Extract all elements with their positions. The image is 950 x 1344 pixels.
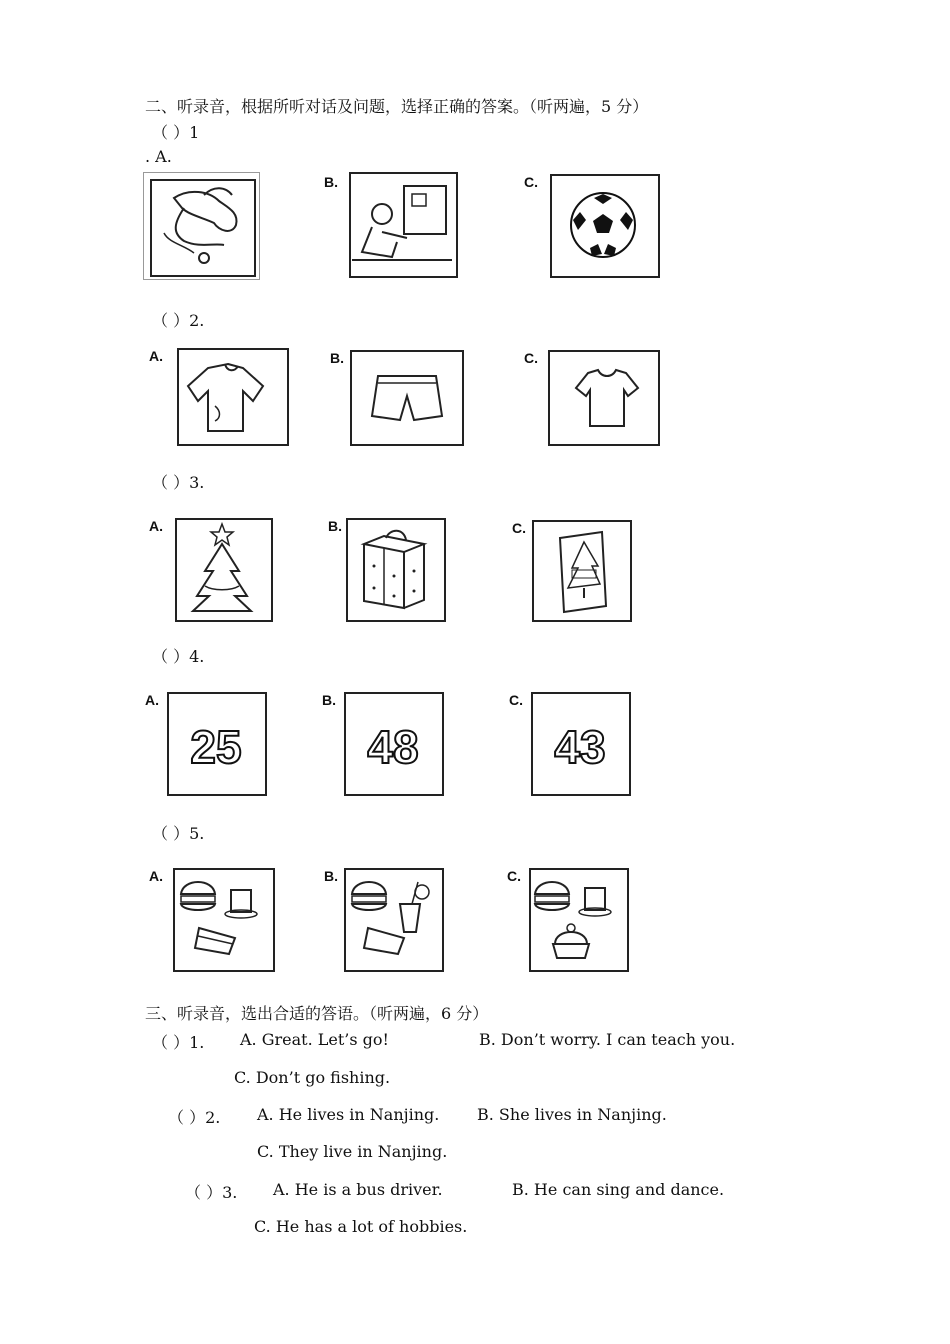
q3-answer-paren[interactable]: （ ）3.	[152, 473, 205, 492]
q3-option-a-letter: A.	[149, 518, 163, 534]
q2-option-b-letter: B.	[330, 350, 344, 366]
q4-option-a-number: 25	[190, 721, 242, 773]
q1-option-b-computer-image[interactable]	[322, 172, 458, 278]
q3-option-b-letter: B.	[328, 518, 342, 534]
q4-option-b-number: 48	[367, 721, 419, 773]
q5-option-c-letter: C.	[507, 868, 521, 884]
s3-q2-option-a: A. He lives in Nanjing.	[257, 1105, 440, 1124]
q5-option-a-burger-coffee-sandwich-image[interactable]	[143, 866, 275, 974]
s3-q2-answer-paren[interactable]: （ ）2.	[168, 1108, 221, 1127]
q4-option-a-number-card[interactable]	[143, 690, 267, 798]
q4-option-a-letter: A.	[145, 692, 159, 708]
q4-option-c-number-card[interactable]	[507, 690, 631, 798]
q2-answer-paren[interactable]: （ ）2.	[152, 311, 205, 330]
q1-option-c-letter: C.	[524, 174, 538, 190]
s3-q2-option-b: B. She lives in Nanjing.	[477, 1105, 667, 1124]
q4-option-c-letter: C.	[509, 692, 523, 708]
s3-q3-answer-paren[interactable]: （ ）3.	[185, 1183, 238, 1202]
q5-answer-paren[interactable]: （ ）5.	[152, 824, 205, 843]
q1-option-a-label: . A.	[145, 147, 172, 166]
q2-option-c-tshirt-image[interactable]	[520, 348, 660, 446]
q1-option-c-football-image[interactable]	[520, 172, 660, 278]
q2-option-a-coat-image[interactable]	[143, 346, 289, 446]
q3-option-a-christmas-tree-image[interactable]	[143, 516, 273, 622]
q3-option-c-letter: C.	[512, 520, 526, 536]
q2-option-a-letter: A.	[149, 348, 163, 364]
q5-option-b-letter: B.	[324, 868, 338, 884]
q2-option-b-shorts-image[interactable]	[326, 348, 464, 446]
q1-option-a-telephone-image[interactable]	[143, 172, 260, 280]
q5-option-a-letter: A.	[149, 868, 163, 884]
q4-answer-paren[interactable]: （ ）4.	[152, 647, 205, 666]
s3-q1-option-c: C. Don’t go fishing.	[234, 1068, 391, 1087]
section3-title: 三、听录音，选出合适的答语。（听两遍，6 分）	[145, 1004, 489, 1023]
s3-q1-option-b: B. Don’t worry. I can teach you.	[479, 1030, 736, 1049]
q4-option-b-letter: B.	[322, 692, 336, 708]
q3-option-b-gift-box-image[interactable]	[324, 516, 446, 622]
q4-option-c-number: 43	[554, 721, 606, 773]
q5-option-c-burger-coffee-cake-image[interactable]	[505, 866, 629, 974]
s3-q1-answer-paren[interactable]: （ ）1.	[152, 1033, 205, 1052]
q3-option-c-christmas-card-image[interactable]	[510, 518, 632, 622]
s3-q3-option-c: C. He has a lot of hobbies.	[254, 1217, 468, 1236]
q2-option-c-letter: C.	[524, 350, 538, 366]
q1-option-b-letter: B.	[324, 174, 338, 190]
section2-title: 二、听录音，根据所听对话及问题，选择正确的答案。（听两遍，5 分）	[145, 97, 649, 116]
q1-answer-paren[interactable]: （ ）1	[152, 123, 200, 142]
s3-q3-option-a: A. He is a bus driver.	[273, 1180, 443, 1199]
s3-q3-option-b: B. He can sing and dance.	[512, 1180, 725, 1199]
s3-q1-option-a: A. Great. Let’s go!	[240, 1030, 389, 1049]
q4-option-b-number-card[interactable]	[320, 690, 444, 798]
q5-option-b-burger-juice-sandwich-image[interactable]	[320, 866, 444, 974]
s3-q2-option-c: C. They live in Nanjing.	[257, 1142, 448, 1161]
